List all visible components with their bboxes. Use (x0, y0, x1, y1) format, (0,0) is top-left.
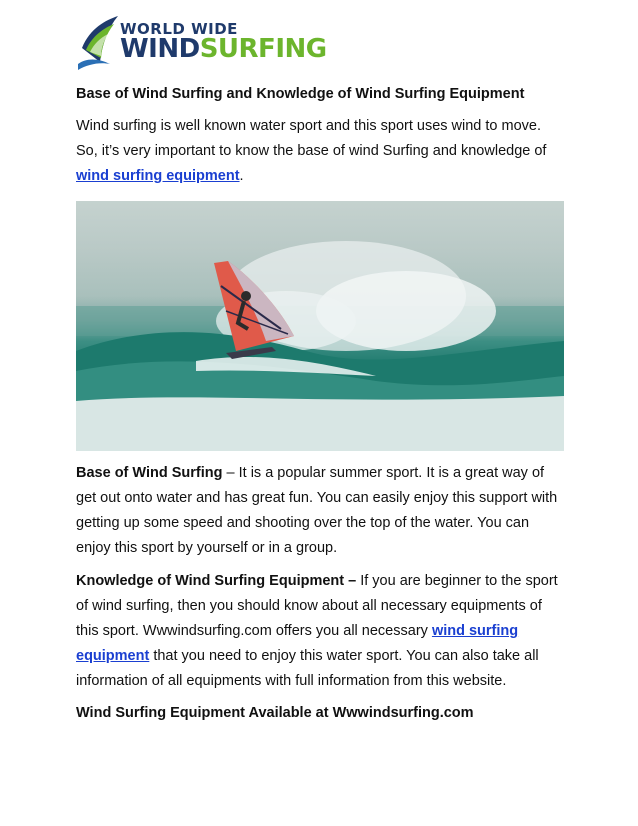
sail-logo-icon (76, 14, 120, 78)
logo-surfing-text: SURFING (199, 34, 327, 64)
page-title: Base of Wind Surfing and Knowledge of Wind Surfing Equipment (76, 86, 525, 102)
intro-text-end: . (239, 168, 244, 184)
wind-surfing-equipment-link-1[interactable]: wind surfing equipment (76, 168, 240, 184)
intro-text: Wind surfing is well known water sport and this sport uses wind to move. So, it’s very important to know the base of wind Surfing and knowledge of (76, 118, 547, 159)
windsurfer-photo (76, 201, 564, 451)
knowledge-section-label: Knowledge of Wind Surfing Equipment – (76, 573, 357, 589)
logo-line-2 (120, 34, 327, 64)
equipment-heading: Wind Surfing Equipment Available at Wwwindsurfing.com (76, 705, 474, 721)
logo-wind-text: WIND (120, 34, 200, 64)
intro-paragraph (76, 114, 566, 189)
knowledge-section-text: If you are beginner to the sport of wind surfing, then you should know about all necessary equipments of this sport. Wwwindsurfing.com offers you all necessary (76, 573, 558, 639)
company-logo (76, 14, 326, 78)
knowledge-section-text-end: that you need to enjoy this water sport. You can also take all information of all equipments with full information from this website. (76, 648, 539, 689)
base-section-text: – It is a popular summer sport. It is a great way of get out onto water and has great fun. You can easily enjoy this support with getting up some speed and shooting over the top of the water. You can enjoy this sport by yourself or in a group. (76, 465, 558, 556)
base-section-label: Base of Wind Surfing (76, 465, 223, 481)
wind-surfing-equipment-link-2[interactable]: wind surfing equipment (76, 623, 519, 664)
base-section-paragraph (76, 461, 566, 561)
document-body (76, 84, 566, 739)
logo-line-1: WORLD WIDE (120, 20, 238, 38)
knowledge-section-paragraph (76, 569, 566, 694)
